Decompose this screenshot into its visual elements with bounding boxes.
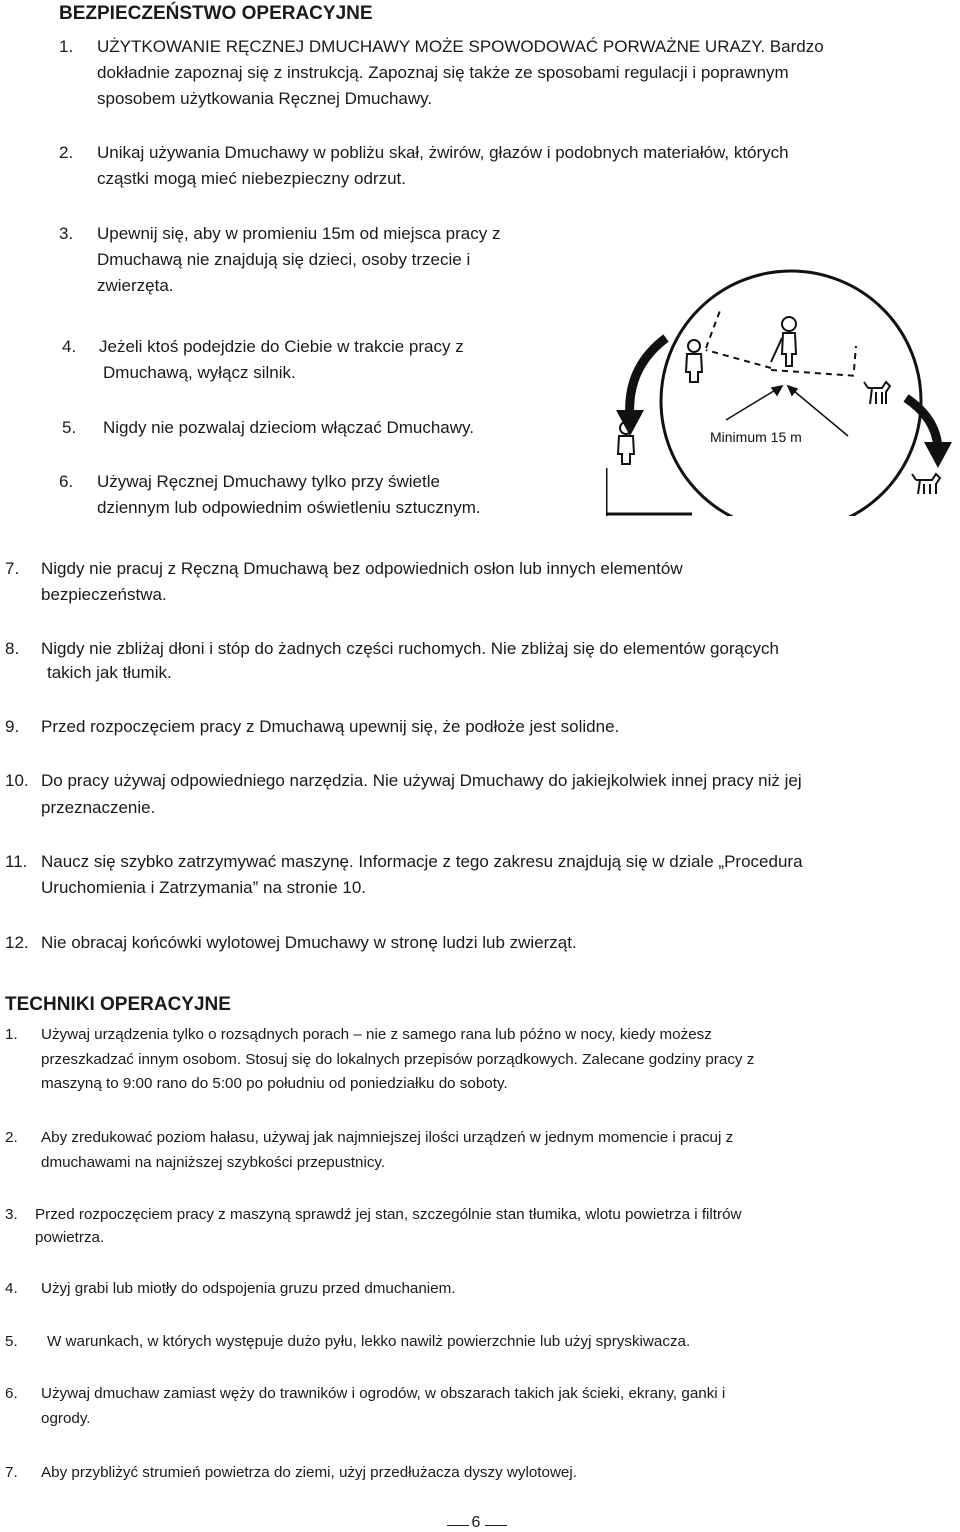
technique-text-line: W warunkach, w których występuje dużo pyłu, lekko nawilż powierzchnie lub użyj spryskiwacza. <box>47 1333 691 1350</box>
item-text-line: Nie obracaj końcówki wylotowej Dmuchawy w stronę ludzi lub zwierząt. <box>41 933 577 952</box>
item-text-line: Używaj Ręcznej Dmuchawy tylko przy świetle <box>97 472 440 491</box>
technique-text-line: maszyną to 9:00 rano do 5:00 po południu od poniedziałku do soboty. <box>41 1075 508 1092</box>
technique-number: 1. <box>5 1026 18 1043</box>
item-number: 6. <box>59 472 74 491</box>
technique-number: 7. <box>5 1464 18 1481</box>
item-number: 5. <box>62 418 77 437</box>
item-text-line: bezpieczeństwa. <box>41 585 167 604</box>
item-text-line: Do pracy używaj odpowiedniego narzędzia. Nie używaj Dmuchawy do jakiejkolwiek innej pracy niż jej <box>41 771 802 790</box>
item-number: 2. <box>59 143 74 162</box>
item-text-line: dziennym lub odpowiednim oświetleniu sztucznym. <box>97 498 481 517</box>
footer-rule-left <box>447 1525 469 1526</box>
item-text-line: przeznaczenie. <box>41 798 156 817</box>
item-text-line: takich jak tłumik. <box>47 663 172 682</box>
technique-number: 2. <box>5 1129 18 1146</box>
item-number: 1. <box>59 37 74 56</box>
technique-number: 3. <box>5 1206 18 1223</box>
technique-text-line: powietrza. <box>35 1229 105 1246</box>
item-number: 9. <box>5 717 20 736</box>
item-text-line: Jeżeli ktoś podejdzie do Ciebie w trakcie pracy z <box>99 337 464 356</box>
section-heading-techniques: TECHNIKI OPERACYJNE <box>5 994 231 1015</box>
dog-outside-icon <box>912 474 940 494</box>
item-text-line: Nigdy nie pracuj z Ręczną Dmuchawą bez odpowiednich osłon lub innych elementów <box>41 559 683 578</box>
item-number: 4. <box>62 337 77 356</box>
item-text-line: zwierzęta. <box>97 276 174 295</box>
item-text-line: UŻYTKOWANIE RĘCZNEJ DMUCHAWY MOŻE SPOWODOWAĆ PORWAŻNE URAZY. Bardzo <box>97 37 824 56</box>
footer-rule-right <box>485 1525 507 1526</box>
section-heading-safety: BEZPIECZEŃSTWO OPERACYJNE <box>59 3 373 24</box>
technique-text-line: Aby zredukować poziom hałasu, używaj jak najmniejszej ilości urządzeń w jednym momencie i pracuj z <box>41 1129 734 1146</box>
item-number: 3. <box>59 224 74 243</box>
technique-text-line: Używaj urządzenia tylko o rozsądnych porach – nie z samego rana lub późno w nocy, kiedy możesz <box>41 1026 712 1043</box>
item-number: 10. <box>5 771 29 790</box>
item-text-line: sposobem użytkowania Ręcznej Dmuchawy. <box>97 89 433 108</box>
item-number: 8. <box>5 639 20 658</box>
item-text-line: Dmuchawą, wyłącz silnik. <box>103 363 296 382</box>
technique-number: 5. <box>5 1333 18 1350</box>
technique-text-line: Używaj dmuchaw zamiast węży do trawników i ogrodów, w obszarach takich jak ścieki, ekrany, ganki i <box>41 1385 726 1402</box>
item-text-line: cząstki mogą mieć niebezpieczny odrzut. <box>97 169 406 188</box>
curved-arrow-left-icon <box>616 338 666 436</box>
technique-text-line: Przed rozpoczęciem pracy z maszyną sprawdź jej stan, szczególnie stan tłumika, wlotu powietrza i filtrów <box>35 1206 742 1223</box>
item-text-line: Dmuchawą nie znajdują się dzieci, osoby trzecie i <box>97 250 471 269</box>
curved-arrow-right-icon <box>906 398 952 468</box>
safety-distance-diagram <box>606 258 960 516</box>
technique-number: 4. <box>5 1280 18 1297</box>
technique-text-line: ogrody. <box>41 1410 91 1427</box>
item-text-line: Naucz się szybko zatrzymywać maszynę. Informacje z tego zakresu znajdują się w dziale „Procedura <box>41 852 803 871</box>
minimum-distance-label: Minimum 15 m <box>710 429 802 445</box>
item-text-line: Nigdy nie zbliżaj dłoni i stóp do żadnych części ruchomych. Nie zbliżaj się do elementów gorących <box>41 639 779 658</box>
person-figure-icon <box>686 340 702 382</box>
item-text-line: dokładnie zapoznaj się z instrukcją. Zapoznaj się także ze sposobami regulacji i poprawnym <box>97 63 789 82</box>
technique-text-line: dmuchawami na najniższej szybkości przepustnicy. <box>41 1154 386 1171</box>
technique-text-line: Aby przybliżyć strumień powietrza do ziemi, użyj przedłużacza dyszy wylotowej. <box>41 1464 577 1481</box>
technique-text-line: Użyj grabi lub miotły do odspojenia gruzu przed dmuchaniem. <box>41 1280 456 1297</box>
item-text-line: Upewnij się, aby w promieniu 15m od miejsca pracy z <box>97 224 501 243</box>
page-number: 6 <box>471 1514 481 1531</box>
item-text-line: Uruchomienia i Zatrzymania” na stronie 10. <box>41 878 367 897</box>
technique-number: 6. <box>5 1385 18 1402</box>
item-number: 7. <box>5 559 20 578</box>
operator-figure-icon <box>771 317 796 366</box>
item-text-line: Unikaj używania Dmuchawy w pobliżu skał, żwirów, głazów i podobnych materiałów, których <box>97 143 789 162</box>
item-text-line: Przed rozpoczęciem pracy z Dmuchawą upewnij się, że podłoże jest solidne. <box>41 717 620 736</box>
dog-figure-icon <box>864 382 890 404</box>
item-number: 12. <box>5 933 29 952</box>
item-number: 11. <box>5 852 28 871</box>
item-text-line: Nigdy nie pozwalaj dzieciom włączać Dmuchawy. <box>103 418 474 437</box>
technique-text-line: przeszkadzać innym osobom. Stosuj się do lokalnych przepisów porządkowych. Zalecane godziny pracy z <box>41 1051 755 1068</box>
